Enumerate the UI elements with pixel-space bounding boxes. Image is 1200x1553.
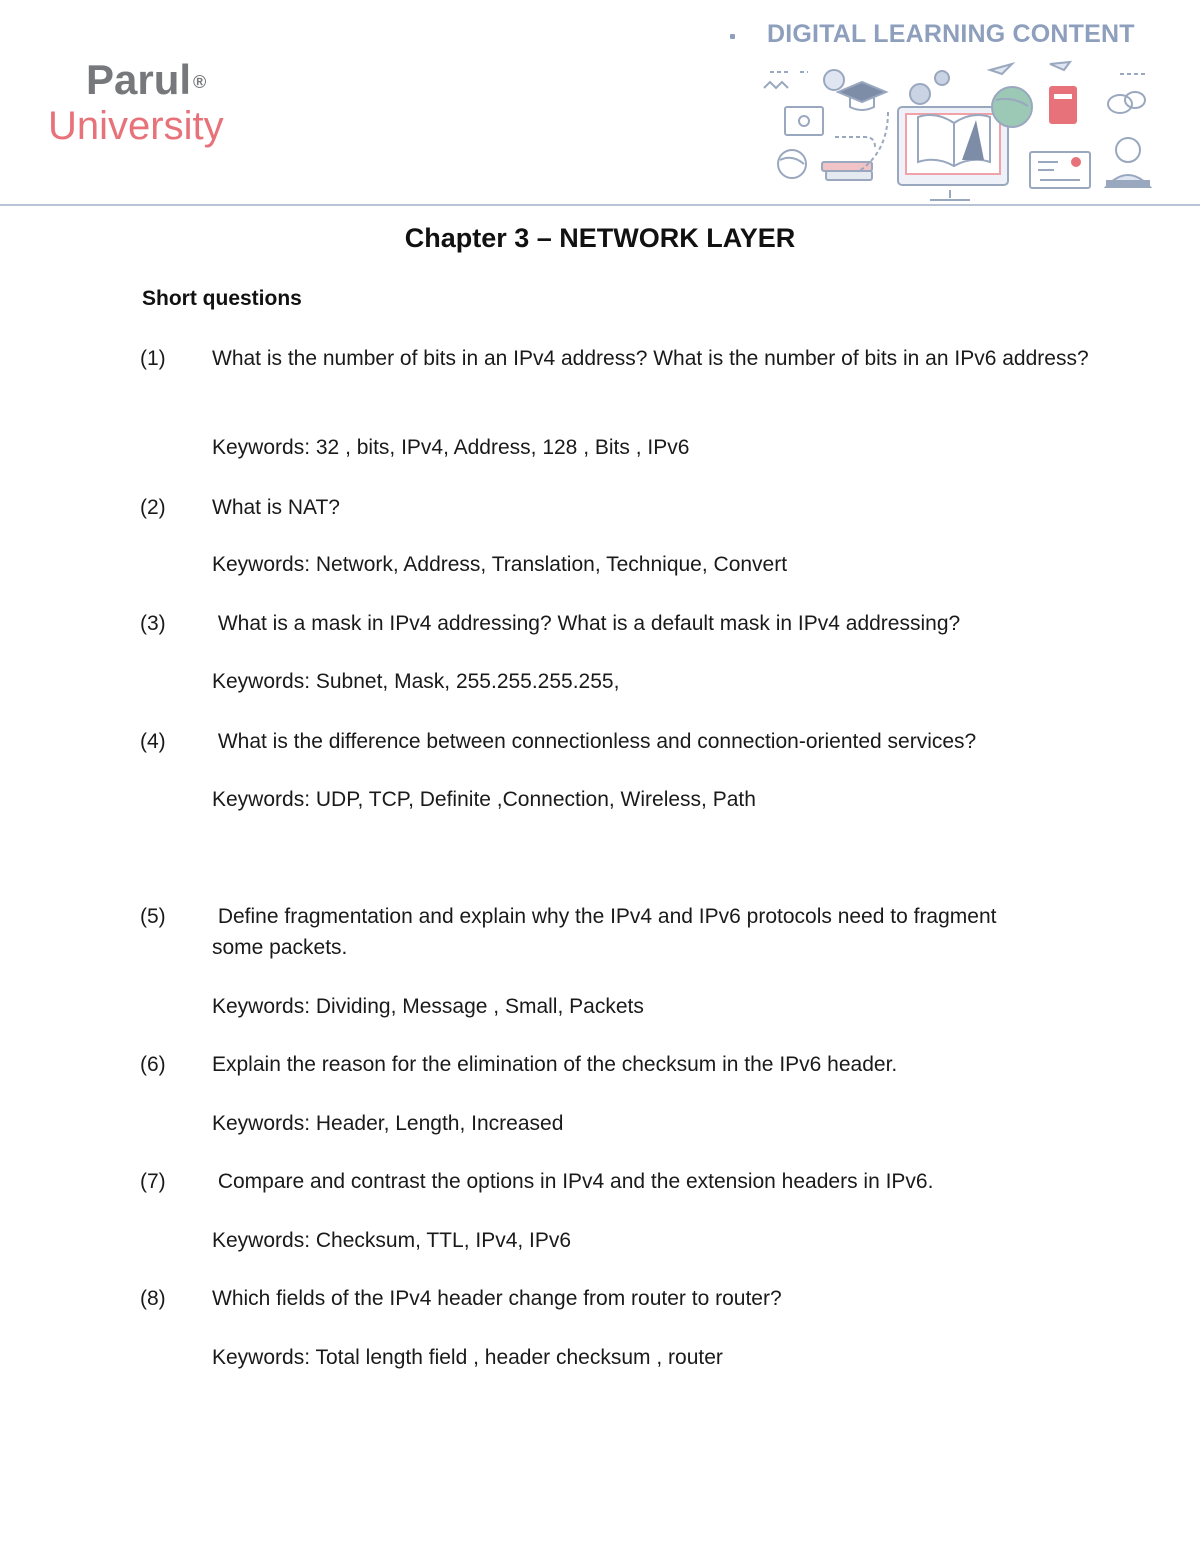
digital-learning-illustration bbox=[740, 52, 1160, 207]
question-2-keywords: Keywords: Network, Address, Translation, Technique, Convert bbox=[212, 553, 788, 576]
question-text: Compare and contrast the options in IPv4 and the extension headers in IPv6. bbox=[212, 1170, 934, 1193]
bullet-dot bbox=[730, 34, 735, 39]
question-text: Define fragmentation and explain why the IPv4 and IPv6 protocols need to fragment some packets. bbox=[212, 905, 997, 959]
registered-mark: ® bbox=[193, 72, 207, 92]
question-number: (8) bbox=[140, 1287, 166, 1310]
question-number: (2) bbox=[140, 496, 166, 519]
question-number: (1) bbox=[140, 347, 166, 370]
header-divider bbox=[0, 204, 1200, 206]
header-tagline: DIGITAL LEARNING CONTENT bbox=[767, 20, 1135, 48]
question-text: Which fields of the IPv4 header change from router to router? bbox=[212, 1287, 782, 1310]
question-text: Explain the reason for the elimination of the checksum in the IPv6 header. bbox=[212, 1053, 898, 1076]
question-8-keywords: Keywords: Total length field , header checksum , router bbox=[212, 1346, 723, 1369]
logo-subtitle: University bbox=[48, 104, 224, 148]
question-6-keywords: Keywords: Header, Length, Increased bbox=[212, 1112, 564, 1135]
chapter-title: Chapter 3 – NETWORK LAYER bbox=[404, 223, 796, 253]
question-6 bbox=[140, 1049, 1136, 1080]
question-number: (3) bbox=[140, 612, 166, 635]
question-number: (6) bbox=[140, 1053, 166, 1076]
question-5 bbox=[140, 901, 1006, 963]
question-1-keywords: Keywords: 32 , bits, IPv4, Address, 128 , Bits , IPv6 bbox=[212, 436, 690, 459]
question-7-keywords: Keywords: Checksum, TTL, IPv4, IPv6 bbox=[212, 1229, 572, 1252]
question-4-keywords: Keywords: UDP, TCP, Definite ,Connection, Wireless, Path bbox=[212, 788, 756, 811]
question-4 bbox=[140, 726, 1136, 757]
question-number: (7) bbox=[140, 1170, 166, 1193]
question-1 bbox=[140, 343, 1136, 374]
question-3-keywords: Keywords: Subnet, Mask, 255.255.255.255, bbox=[212, 670, 620, 693]
question-text: What is the difference between connectionless and connection-oriented services? bbox=[212, 730, 977, 753]
section-heading: Short questions bbox=[142, 287, 302, 310]
question-3 bbox=[140, 608, 1136, 639]
question-number: (5) bbox=[140, 905, 166, 928]
question-5-keywords: Keywords: Dividing, Message , Small, Packets bbox=[212, 995, 644, 1018]
question-number: (4) bbox=[140, 730, 166, 753]
question-8 bbox=[140, 1283, 1136, 1314]
question-text: What is a mask in IPv4 addressing? What is a default mask in IPv4 addressing? bbox=[212, 612, 961, 635]
question-2 bbox=[140, 492, 1136, 523]
question-text: What is NAT? bbox=[212, 496, 340, 519]
logo-name: Parul bbox=[86, 56, 192, 103]
question-text: What is the number of bits in an IPv4 address? What is the number of bits in an IPv6 address? bbox=[212, 347, 1089, 370]
question-7 bbox=[140, 1166, 1136, 1197]
